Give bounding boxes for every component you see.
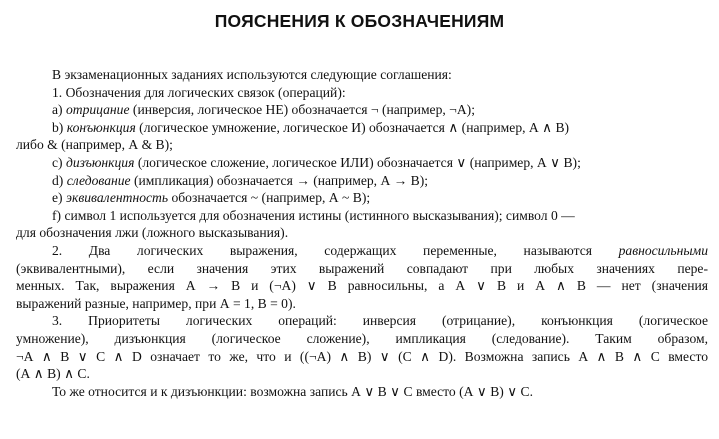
item-e-marker: e) xyxy=(52,190,66,206)
item-c-text: (логическое сложение, логическое ИЛИ) обозначается ∨ (например, А ∨ В); xyxy=(134,154,581,170)
section-1-heading: 1. Обозначения для логических связок (операций): xyxy=(52,84,346,100)
intro-paragraph: В экзаменационных заданиях используются следующие соглашения: xyxy=(52,67,452,82)
item-f-line-2: для обозначения лжи (ложного высказывания). xyxy=(16,225,289,241)
page-title: ПОЯСНЕНИЯ К ОБОЗНАЧЕНИЯМ xyxy=(214,11,505,31)
item-c-marker: c) xyxy=(52,154,66,170)
item-c-term: дизъюнкция xyxy=(65,154,135,170)
item-a-term: отрицание xyxy=(65,102,130,118)
section-3-line-4: (А ∧ В) ∧ С. xyxy=(16,366,90,382)
item-e-text: обозначается ~ (например, А ~ В); xyxy=(168,190,371,206)
item-a-marker: a) xyxy=(52,102,66,118)
item-b-text: (логическое умножение, логическое И) обозначается ∧ (например, А ∧ В) xyxy=(135,119,570,135)
item-d-term: следование xyxy=(66,172,131,188)
section-4-paragraph: То же относится и к дизъюнкции: возможна запись А ∨ В ∨ С вместо (А ∨ В) ∨ С. xyxy=(52,383,534,399)
section-3-line-1: 3. Приоритеты логических операций: инверсия (отрицание), конъюнкция (логическое xyxy=(52,313,708,329)
section-3-line-2: умножение), дизъюнкция (логическое сложение), импликация (следование). Таким образом, xyxy=(16,330,708,346)
section-2-term: равносильными xyxy=(618,242,708,258)
item-b-continuation: либо & (например, А & В); xyxy=(16,137,173,153)
section-2-line-1 xyxy=(16,242,708,260)
item-d-marker: d) xyxy=(52,172,67,188)
item-d-text: (импликация) обозначается → (например, А → В); xyxy=(130,172,429,188)
section-2-text: 2. Два логических выражения, содержащих переменные, называются xyxy=(52,242,619,258)
section-2-line-3: менных. Так, выражения А → В и (¬А) ∨ В равносильны, а А ∨ В и А ∧ В — нет (значения xyxy=(16,278,708,294)
item-b-marker: b) xyxy=(52,119,67,135)
document-body xyxy=(16,66,708,400)
item-e-term: эквивалентность xyxy=(65,190,169,206)
item-a-negation xyxy=(16,101,708,119)
item-d-implication xyxy=(16,172,708,190)
item-f-line-1: f) символ 1 используется для обозначения истины (истинного высказывания); символ 0 — xyxy=(52,207,575,223)
item-a-text: (инверсия, логическое НЕ) обозначается ¬ (например, ¬А); xyxy=(129,102,475,118)
item-e-equivalence xyxy=(16,189,708,207)
item-c-disjunction xyxy=(16,154,708,172)
item-b-term: конъюнкция xyxy=(66,119,136,135)
section-2-line-2: (эквивалентными), если значения этих выражений совпадают при любых значениях пере- xyxy=(16,260,708,276)
section-3-line-3: ¬А ∧ В ∨ С ∧ D означает то же, что и ((¬А) ∧ В) ∨ (С ∧ D). Возможна запись А ∧ В ∧ С вместо xyxy=(16,348,708,364)
item-b-conjunction xyxy=(16,119,708,137)
section-2-line-4: выражений разные, например, при А = 1, В = 0). xyxy=(16,295,296,311)
